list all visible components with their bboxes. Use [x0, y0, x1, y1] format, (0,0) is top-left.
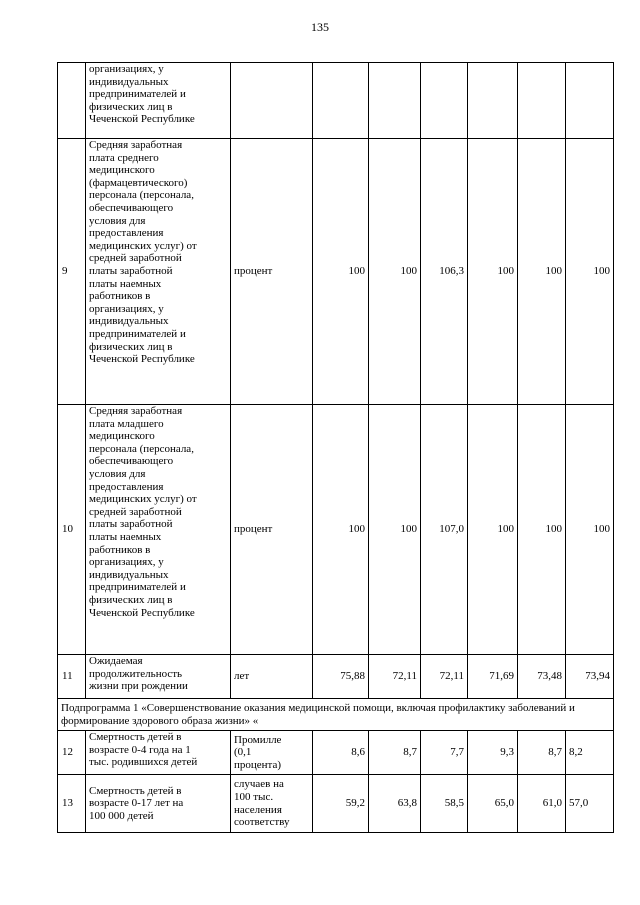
unit-cell: лет: [231, 655, 313, 699]
table-row: [58, 655, 614, 699]
value-cell: 100: [566, 405, 614, 655]
value-cell: 73,48: [518, 655, 566, 699]
value-cell: 75,88: [313, 655, 369, 699]
value-cell: 59,2: [313, 775, 369, 833]
row-number: 11: [58, 655, 86, 699]
value-cell: 71,69: [468, 655, 518, 699]
subprogram-row: [58, 699, 614, 731]
value-cell: [313, 63, 369, 139]
value-cell: [518, 63, 566, 139]
value-cell: 58,5: [421, 775, 468, 833]
value-cell: [566, 63, 614, 139]
row-number: 12: [58, 731, 86, 775]
value-cell: 100: [518, 405, 566, 655]
indicators-table: [57, 62, 614, 833]
value-cell: 100: [468, 405, 518, 655]
value-cell: 106,3: [421, 139, 468, 405]
value-cell: 100: [518, 139, 566, 405]
indicator-name: Ожидаемая продолжительность жизни при рождении: [86, 655, 231, 699]
unit-cell: случаев на 100 тыс. населения соответству: [231, 775, 313, 833]
value-cell: 63,8: [369, 775, 421, 833]
value-cell: 100: [369, 405, 421, 655]
table-row: [58, 405, 614, 655]
indicator-name: Смертность детей в возрасте 0-4 года на 1 тыс. родившихся детей: [86, 731, 231, 775]
value-cell: 65,0: [468, 775, 518, 833]
table-row: [58, 139, 614, 405]
value-cell: 73,94: [566, 655, 614, 699]
unit-cell: [231, 63, 313, 139]
value-cell: 57,0: [566, 775, 614, 833]
indicator-name: организациях, у индивидуальных предпринимателей и физических лиц в Чеченской Республике: [86, 63, 231, 139]
value-cell: [369, 63, 421, 139]
table-row: [58, 731, 614, 775]
value-cell: 8,7: [369, 731, 421, 775]
unit-cell: Промилле (0,1 процента): [231, 731, 313, 775]
indicator-name: Смертность детей в возрасте 0-17 лет на 100 000 детей: [86, 775, 231, 833]
value-cell: 100: [313, 405, 369, 655]
value-cell: 100: [369, 139, 421, 405]
indicator-name: Средняя заработная плата младшего медицинского персонала (персонала, обеспечивающего условия для предоставления медицинских услуг) от средней заработной платы заработной платы наемных работников в организациях, у индивидуальных предпринимателей и физических лиц в Чеченской Республике: [86, 405, 231, 655]
unit-cell: процент: [231, 405, 313, 655]
value-cell: 72,11: [421, 655, 468, 699]
page-number: 135: [311, 20, 329, 34]
row-number: 13: [58, 775, 86, 833]
indicator-name: Средняя заработная плата среднего медицинского (фармацевтического) персонала (персонала, обеспечивающего условия для предоставления медицинских услуг) от средней заработной платы заработной платы наемных работников в организациях, у индивидуальных предпринимателей и физических лиц в Чеченской Республике: [86, 139, 231, 405]
value-cell: 8,7: [518, 731, 566, 775]
row-number: [58, 63, 86, 139]
value-cell: 107,0: [421, 405, 468, 655]
value-cell: 8,6: [313, 731, 369, 775]
value-cell: 9,3: [468, 731, 518, 775]
value-cell: 8,2: [566, 731, 614, 775]
value-cell: 7,7: [421, 731, 468, 775]
value-cell: 61,0: [518, 775, 566, 833]
row-number: 9: [58, 139, 86, 405]
value-cell: 100: [468, 139, 518, 405]
value-cell: 100: [566, 139, 614, 405]
table-row: [58, 63, 614, 139]
value-cell: 72,11: [369, 655, 421, 699]
value-cell: [421, 63, 468, 139]
value-cell: [468, 63, 518, 139]
row-number: 10: [58, 405, 86, 655]
subprogram-title: Подпрограмма 1 «Совершенствование оказания медицинской помощи, включая профилактику заболеваний и формирование здорового образа жизни» «: [58, 699, 614, 731]
table-row: [58, 775, 614, 833]
value-cell: 100: [313, 139, 369, 405]
unit-cell: процент: [231, 139, 313, 405]
